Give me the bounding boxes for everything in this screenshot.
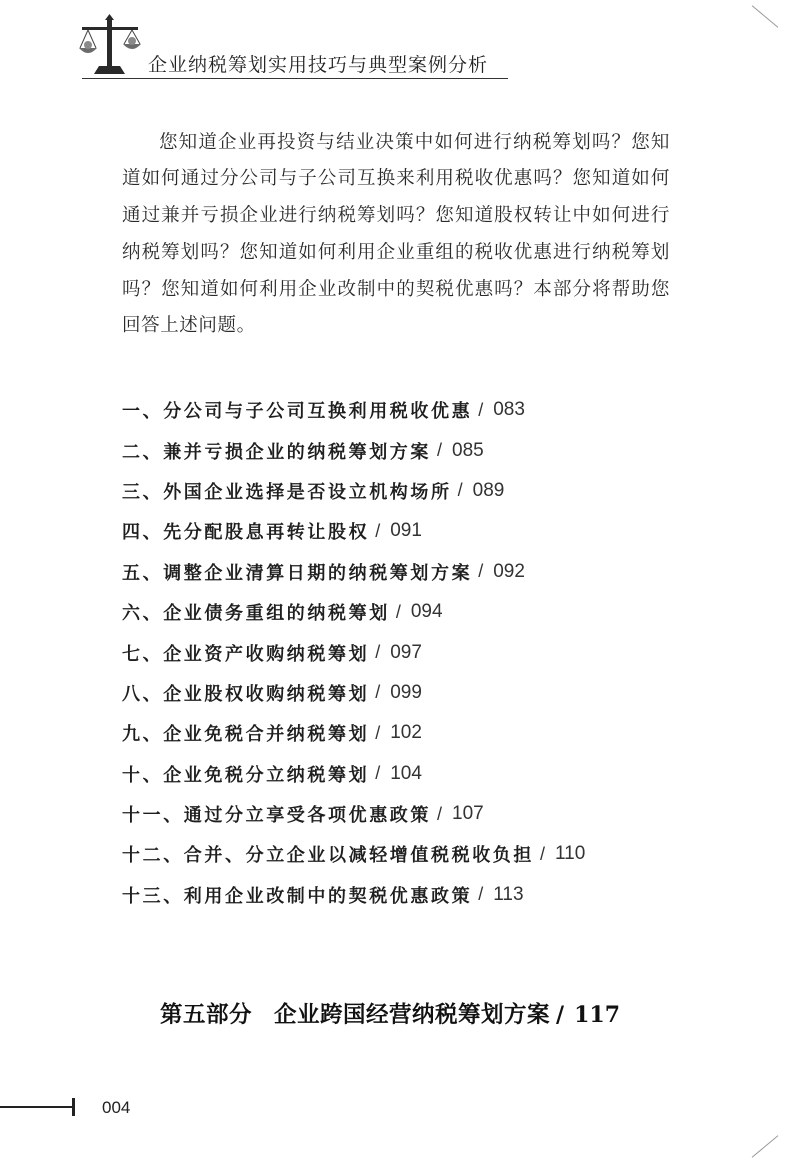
toc-item-page: 085 — [452, 439, 484, 461]
toc-item[interactable] — [122, 390, 682, 430]
toc-item-title: 三、外国企业选择是否设立机构场所 — [122, 481, 452, 503]
toc-item-title: 五、调整企业清算日期的纳税筹划方案 — [122, 562, 473, 584]
toc-item-title: 四、先分配股息再转让股权 — [122, 522, 370, 544]
toc-item-title: 八、企业股权收购纳税筹划 — [122, 683, 370, 705]
toc-item-page: 091 — [390, 520, 422, 542]
toc-item-page: 094 — [410, 601, 443, 623]
toc-item[interactable] — [122, 552, 682, 592]
toc-item[interactable] — [122, 834, 682, 874]
toc-separator: / — [375, 763, 381, 784]
toc-item[interactable] — [122, 673, 682, 713]
crop-mark-bottom-right — [752, 1135, 779, 1158]
toc-item-title: 十三、利用企业改制中的契税优惠政策 — [122, 885, 473, 907]
toc-separator: / — [437, 440, 443, 461]
toc-item[interactable] — [122, 430, 682, 470]
toc-item-page: 097 — [390, 641, 422, 663]
footer-rule — [0, 1106, 73, 1108]
toc-item-title: 二、兼并亏损企业的纳税筹划方案 — [122, 441, 431, 463]
header-rule — [82, 78, 508, 79]
toc-item-page: 104 — [390, 762, 422, 784]
toc-item-title: 六、企业债务重组的纳税筹划 — [122, 603, 390, 625]
intro-paragraph: 您知道企业再投资与结业决策中如何进行纳税筹划吗？您知道如何通过分公司与子公司互换来利用税收优惠吗？您知道如何通过兼并亏损企业进行纳税筹划吗？您知道股权转让中如何进行纳税筹划吗？您知道如何利用企业重组的税收优惠进行纳税筹划吗？您知道如何利用企业改制中的契税优惠吗？本部分将帮助您回答上述问题。 — [122, 131, 670, 337]
toc-item[interactable] — [122, 875, 682, 915]
toc-item-title: 十一、通过分立享受各项优惠政策 — [122, 805, 431, 827]
toc-separator: / — [375, 682, 381, 703]
toc-separator: / — [375, 520, 381, 541]
toc-item-page: 089 — [472, 479, 505, 501]
toc-item-title: 十二、合并、分立企业以减轻增值税税收负担 — [122, 845, 534, 867]
toc-item-page: 083 — [493, 399, 525, 421]
toc-item-title: 一、分公司与子公司互换利用税收优惠 — [122, 401, 473, 423]
toc-item-page: 113 — [493, 883, 524, 905]
part-label: 第五部分 — [160, 1002, 253, 1028]
toc-separator: / — [478, 561, 484, 582]
toc-separator: / — [540, 843, 546, 864]
book-title: 企业纳税筹划实用技巧与典型案例分析 — [148, 54, 489, 76]
table-of-contents — [122, 390, 682, 915]
part-separator: / — [556, 1002, 565, 1028]
running-header — [78, 14, 508, 80]
toc-item[interactable] — [122, 471, 682, 511]
toc-item-title: 九、企业免税合并纳税筹划 — [122, 724, 370, 746]
toc-separator: / — [395, 601, 401, 622]
toc-item[interactable] — [122, 794, 682, 834]
part-page: 117 — [574, 1002, 621, 1028]
toc-item[interactable] — [122, 632, 682, 672]
toc-separator: / — [375, 722, 381, 743]
part-title: 企业跨国经营纳税筹划方案 — [274, 1002, 551, 1028]
toc-item[interactable] — [122, 592, 682, 632]
toc-item-page: 107 — [452, 803, 484, 825]
toc-separator: / — [375, 642, 381, 663]
toc-separator: / — [437, 803, 443, 824]
footer-tick — [72, 1098, 75, 1116]
toc-item-page: 102 — [390, 722, 422, 744]
balance-scale-icon — [78, 14, 142, 80]
toc-item[interactable] — [122, 511, 682, 551]
toc-item-title: 七、企业资产收购纳税筹划 — [122, 643, 370, 665]
toc-item[interactable] — [122, 713, 682, 753]
toc-item-page: 092 — [493, 560, 525, 582]
toc-item[interactable] — [122, 754, 682, 794]
toc-separator: / — [457, 480, 463, 501]
toc-separator: / — [478, 884, 484, 905]
toc-item-page: 110 — [555, 843, 586, 865]
toc-separator: / — [478, 399, 484, 420]
crop-mark-top-right — [752, 5, 779, 28]
toc-item-page: 099 — [390, 681, 422, 703]
page-number: 004 — [102, 1098, 131, 1117]
toc-item-title: 十、企业免税分立纳税筹划 — [122, 764, 370, 786]
next-part-heading[interactable] — [160, 997, 620, 1029]
